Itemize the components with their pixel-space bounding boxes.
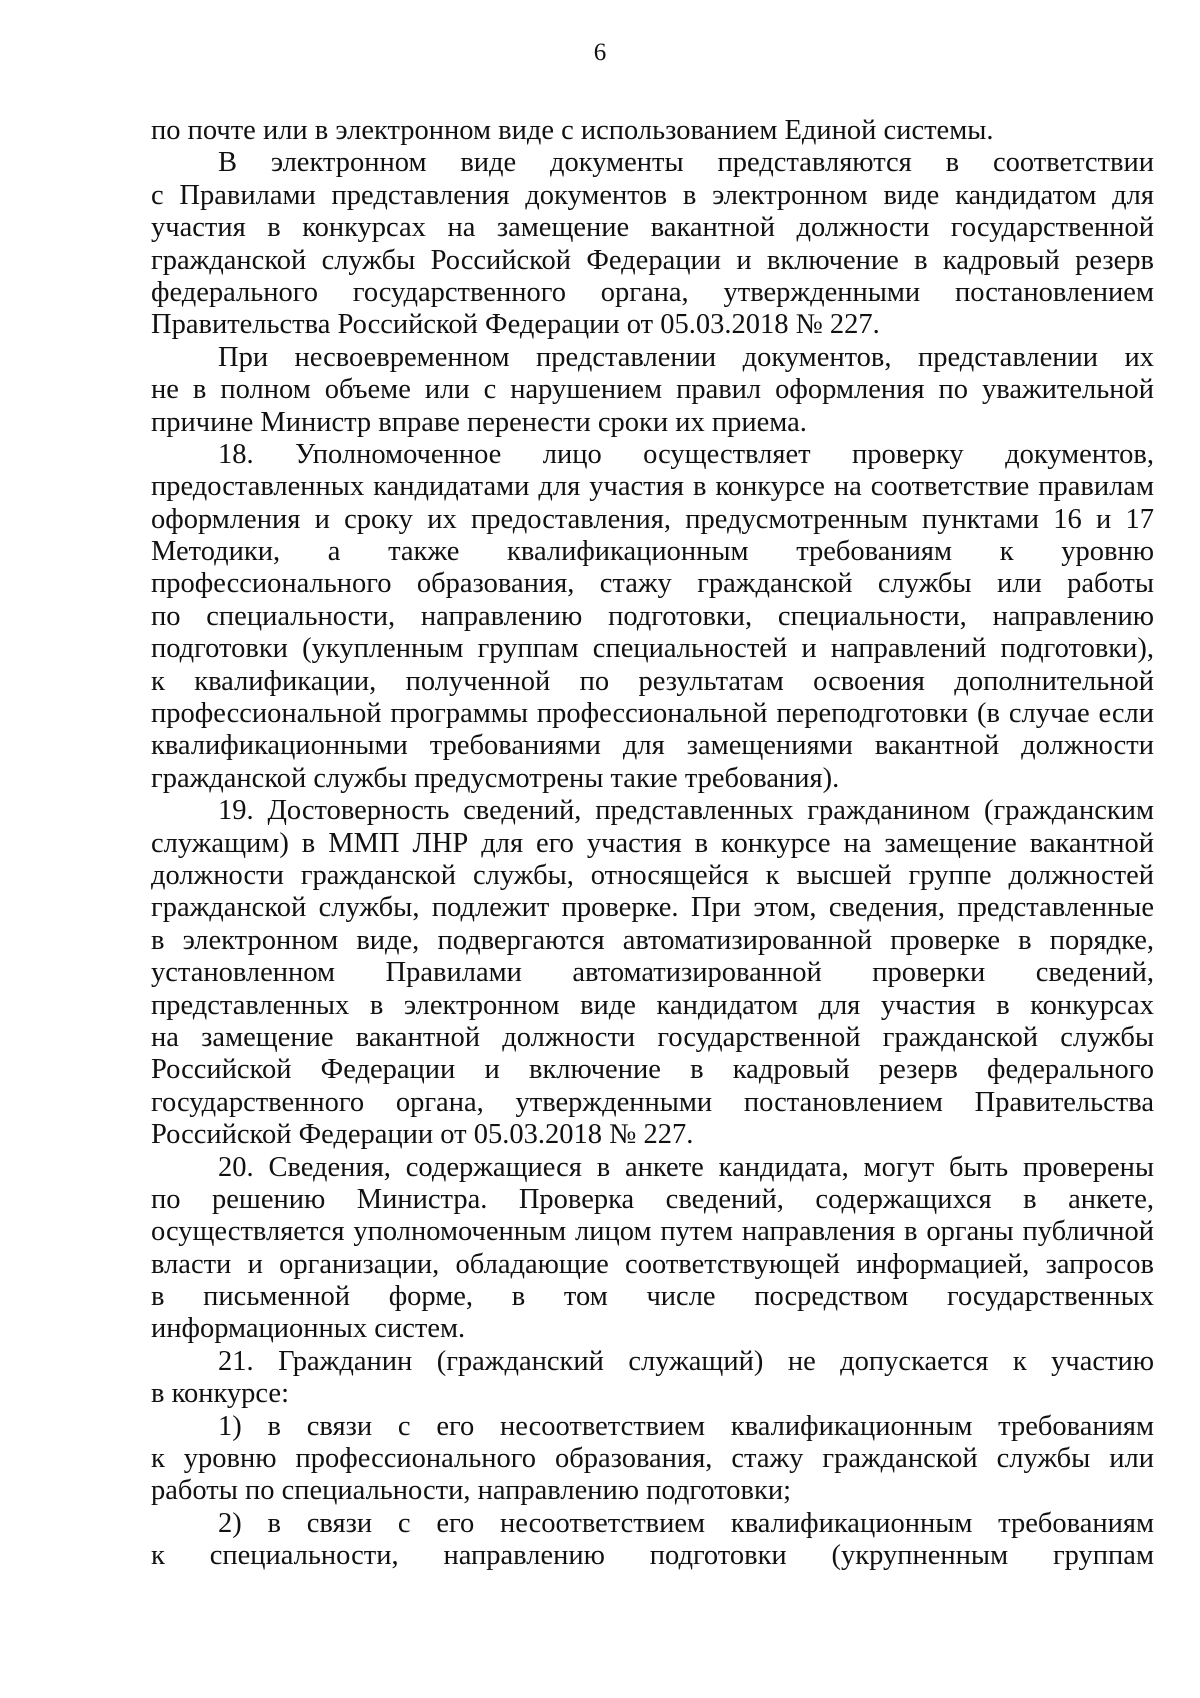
paragraph-line: в письменной форме, в том числе посредством государственных (151, 1281, 1154, 1313)
paragraph-line: При несвоевременном представлении документов, представлении их (218, 341, 1154, 373)
paragraph (151, 1346, 1154, 1411)
paragraph-line: гражданской службы Российской Федерации и включение в кадровый резерв (151, 244, 1154, 276)
paragraph-line: 18. Уполномоченное лицо осуществляет проверку документов, (218, 438, 1154, 470)
paragraph-line: Правительства Российской Федерации от 05.03.2018 № 227. (151, 309, 880, 341)
page-number: 6 (593, 39, 607, 66)
paragraph-line: установленном Правилами автоматизированной проверки сведений, (151, 957, 1154, 989)
paragraph-line: власти и организации, обладающие соответствующей информацией, запросов (151, 1248, 1154, 1280)
paragraph-line: должности гражданской службы, относящейся к высшей группе должностей (151, 859, 1154, 891)
paragraph-line: по специальности, направлению подготовки, специальности, направлению (151, 600, 1154, 632)
paragraph-line: государственного органа, утвержденными постановлением Правительства (151, 1086, 1154, 1118)
paragraph-line: в конкурсе: (151, 1378, 289, 1410)
paragraph-line: информационных систем. (151, 1313, 466, 1345)
paragraph-line: 21. Гражданин (гражданский служащий) не допускается к участию (218, 1345, 1154, 1377)
paragraph (151, 342, 1154, 439)
paragraph-line: 2) в связи с его несоответствием квалификационным требованиям (218, 1507, 1154, 1539)
paragraph-line: Методики, а также квалификационным требованиям к уровню (151, 536, 1154, 568)
paragraph (151, 1508, 1154, 1573)
paragraph-line: причине Министр вправе перенести сроки их приема. (151, 406, 807, 438)
paragraph-line: квалификационными требованиями для замещениями вакантной должности (151, 730, 1154, 762)
paragraph-line: по решению Министра. Проверка сведений, содержащихся в анкете, (151, 1183, 1154, 1215)
paragraph-line: Российской Федерации и включение в кадровый резерв федерального (151, 1054, 1154, 1086)
paragraph-line: к специальности, направлению подготовки (укрупненным группам (151, 1540, 1154, 1572)
paragraph-line: 1) в связи с его несоответствием квалификационным требованиям (218, 1410, 1154, 1442)
paragraph-line: профессионального образования, стажу гражданской службы или работы (151, 568, 1154, 600)
paragraph-line: участия в конкурсах на замещение вакантной должности государственной (151, 212, 1154, 244)
paragraph (151, 1152, 1154, 1346)
paragraph-line: гражданской службы предусмотрены такие требования). (151, 762, 840, 794)
paragraph-line: подготовки (укупленным группам специальностей и направлений подготовки), (151, 633, 1154, 665)
paragraph-line: 19. Достоверность сведений, представленных гражданином (гражданским (218, 795, 1154, 827)
paragraph-line: в электронном виде, подвергаются автоматизированной проверке в порядке, (151, 924, 1154, 956)
paragraph-line: профессиональной программы профессиональной переподготовки (в случае если (151, 698, 1154, 730)
paragraph-line: предоставленных кандидатами для участия в конкурсе на соответствие правилам (151, 471, 1154, 503)
paragraph (151, 795, 1154, 1151)
paragraph-line: служащим) в ММП ЛНР для его участия в конкурсе на замещение вакантной (151, 827, 1154, 859)
paragraph-line: работы по специальности, направлению подготовки; (151, 1475, 792, 1507)
paragraph-line: В электронном виде документы представляются в соответствии (218, 147, 1154, 179)
paragraph-line: представленных в электронном виде кандидатом для участия в конкурсах (151, 989, 1154, 1021)
paragraph-line: к квалификации, полученной по результатам освоения дополнительной (151, 665, 1154, 697)
paragraph-line: Российской Федерации от 05.03.2018 № 227. (151, 1119, 694, 1151)
paragraph-line: оформления и сроку их предоставления, предусмотренным пунктами 16 и 17 (151, 503, 1154, 535)
paragraph-line: 20. Сведения, содержащиеся в анкете кандидата, могут быть проверены (218, 1151, 1154, 1183)
paragraph (151, 1411, 1154, 1508)
paragraph (151, 147, 1154, 341)
paragraph-line: с Правилами представления документов в электронном виде кандидатом для (151, 179, 1154, 211)
paragraph-line: к уровню профессионального образования, стажу гражданской службы или (151, 1443, 1154, 1475)
paragraph-line: осуществляется уполномоченным лицом путем направления в органы публичной (151, 1216, 1154, 1248)
paragraph (151, 439, 1154, 795)
paragraph-line: на замещение вакантной должности государственной гражданской службы (151, 1021, 1154, 1053)
paragraph-line: по почте или в электронном виде с использованием Единой системы. (151, 115, 994, 146)
paragraph-line: гражданской службы, подлежит проверке. При этом, сведения, представленные (151, 892, 1154, 924)
paragraph-line: федерального государственного органа, утвержденными постановлением (151, 276, 1154, 308)
paragraph-line: не в полном объеме или с нарушением правил оформления по уважительной (151, 374, 1154, 406)
document-body (151, 115, 1154, 1573)
paragraph (151, 115, 1154, 147)
